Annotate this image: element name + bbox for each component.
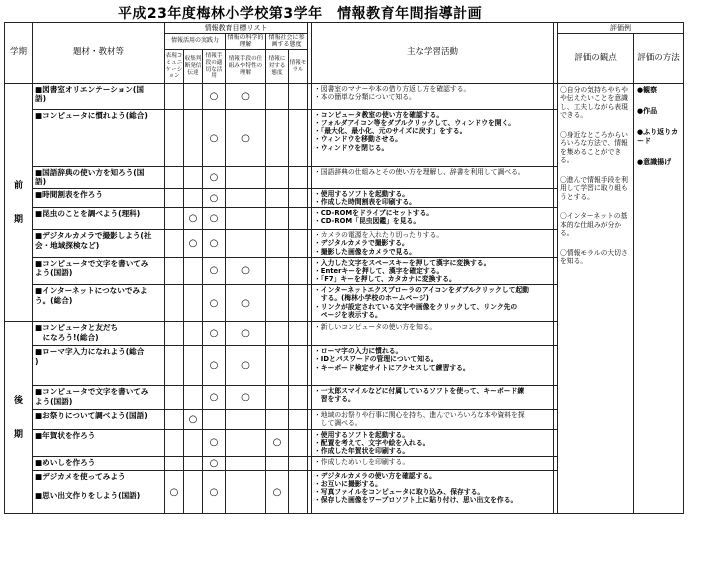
goal-mark-cell: [266, 386, 289, 410]
term-char: 期: [13, 429, 23, 440]
column-gap: [554, 429, 558, 456]
column-gap: [554, 285, 558, 322]
goal-mark-cell: [226, 429, 266, 456]
goal-mark-cell: ○: [226, 110, 266, 167]
eval-item: 〇自分の気持ちやちやや伝えたいことを意識し、工夫しながら表現できる。: [560, 86, 628, 120]
goal-mark-cell: [165, 285, 184, 322]
subject-cell: [33, 285, 165, 322]
goal-mark-cell: [184, 386, 203, 410]
column-gap: [554, 346, 558, 386]
method-item: ●作品: [637, 107, 658, 116]
eval-viewpoint-cell: [558, 84, 634, 514]
activity-line: ・作成した時間割表を印刷する。: [314, 198, 416, 207]
subject-line: よう(国語): [35, 268, 73, 278]
activity-cell: [312, 110, 554, 167]
goal-mark-cell: [184, 322, 203, 346]
activity-line: ・新しいコンピュータの使い方を知る。: [314, 323, 437, 332]
activity-cell: [312, 230, 554, 257]
goal-mark-cell: [289, 457, 308, 471]
goal-mark-cell: ○: [266, 471, 289, 514]
goal-mark-cell: ○: [203, 167, 226, 189]
goal-mark-cell: ○: [203, 346, 226, 386]
goal-mark-cell: [184, 285, 203, 322]
activity-cell: [312, 386, 554, 410]
activity-cell: [312, 429, 554, 456]
activity-line: ・IDとパスワードの管理について知る。: [314, 355, 438, 364]
goal-mark-cell: [165, 188, 184, 207]
goal-mark-cell: [266, 285, 289, 322]
column-gap: [554, 167, 558, 189]
activity-line: ・地域のお祭りや行事に関心を持ち、進んでいろいろな本や資料を探: [314, 411, 525, 420]
activity-line: ・カメラの電源を入れたり切ったりする。: [314, 231, 444, 240]
eval-item: 〇進んで情報手段を利用して学習に取り組もうとする。: [560, 175, 628, 201]
method-item: ●ふり返りカード: [637, 128, 679, 146]
activity-cell: [312, 322, 554, 346]
goal-mark-cell: [266, 167, 289, 189]
column-gap: [554, 230, 558, 257]
goal-mark-cell: [165, 208, 184, 230]
goal-mark-cell: [266, 84, 289, 110]
goal-mark-cell: [289, 322, 308, 346]
goal-mark-cell: [184, 84, 203, 110]
goal-mark-cell: [266, 322, 289, 346]
goal-mark-cell: ○: [203, 257, 226, 284]
subject-line: ■図書室オリエンテーション(国: [35, 85, 144, 94]
goal-mark-cell: [184, 257, 203, 284]
goal-mark-cell: [184, 429, 203, 456]
goal-mark-cell: [184, 167, 203, 189]
subject-line: よう(国語): [35, 396, 73, 406]
subject-cell: [33, 386, 165, 410]
subject-line: 語): [35, 177, 47, 187]
goal-mark-cell: [165, 346, 184, 386]
term-char: 期: [13, 214, 23, 225]
goal-mark-cell: [165, 457, 184, 471]
goal-mark-cell: [289, 208, 308, 230]
goal-mark-cell: [226, 188, 266, 207]
subject-cell: [33, 167, 165, 189]
goal-mark-cell: ○: [203, 471, 226, 514]
goal-mark-cell: ○: [226, 84, 266, 110]
goal-mark-cell: [165, 84, 184, 110]
term-char: 後: [13, 395, 23, 406]
activity-line: ・作成しためいしを印刷する。: [314, 458, 410, 466]
activity-cell: [312, 410, 554, 429]
term-cell: [5, 322, 33, 514]
activity-line: ・配置を考えて、文字や絵を入れる。: [314, 438, 430, 447]
subject-line: 語): [35, 94, 47, 104]
subject-line: ■国語辞典の使い方を知ろう(国: [35, 168, 145, 177]
goal-mark-cell: [266, 257, 289, 284]
column-gap: [554, 208, 558, 230]
goal-mark-cell: ○: [203, 110, 226, 167]
goal-mark-cell: [289, 386, 308, 410]
subject-cell: [33, 471, 165, 514]
activity-cell: [312, 346, 554, 386]
subject-cell: [33, 457, 165, 471]
eval-item: 〇情報モラルの大切さを知る。: [560, 248, 628, 266]
subject-line: ■デジタルカメラで撮影しよう(社: [35, 231, 152, 241]
activity-cell: [312, 471, 554, 514]
subject-line: う。(総合): [35, 295, 73, 305]
subject-cell: [33, 257, 165, 284]
activity-line: ・キーボード検定サイトにアクセスして練習する。: [314, 363, 470, 372]
goal-mark-cell: [289, 84, 308, 110]
goal-mark-cell: [184, 457, 203, 471]
subject-line: ■年賀状を作ろう: [35, 430, 96, 440]
goal-mark-cell: ○: [203, 457, 226, 471]
subject-line: ■コンピュータと友だち: [35, 323, 119, 333]
goal-col-header: 表現コミュニケーション: [165, 50, 184, 84]
activity-line: ・コンピュータ教室の使い方を確認する。: [314, 111, 444, 119]
column-gap: [554, 457, 558, 471]
goal-mark-cell: [266, 188, 289, 207]
goal-col-header: 情報手段の仕組みや特性の理解: [226, 50, 266, 84]
goal-mark-cell: ○: [226, 386, 266, 410]
goal-mark-cell: ○: [203, 230, 226, 257]
subject-cell: [33, 84, 165, 110]
goal-mark-cell: [226, 471, 266, 514]
activity-cell: [312, 188, 554, 207]
subject-header: 題材・教材等: [33, 23, 165, 84]
eval-viewpoint-header: 評価の観点: [558, 34, 634, 84]
goal-mark-cell: [289, 410, 308, 429]
eval-method-cell: [634, 84, 684, 514]
goal-mark-cell: [289, 429, 308, 456]
goal-mark-cell: ○: [203, 386, 226, 410]
subject-line: ■インターネットにつないでみよ: [35, 286, 148, 296]
goals-list-header: 情報教育目標リスト: [165, 23, 308, 34]
goal-mark-cell: ○: [203, 429, 226, 456]
activity-line: ・デジタルカメラの使い方を確認する。: [314, 472, 436, 480]
activity-line: 習をする。: [314, 395, 355, 404]
activity-line: ・ウィンドウを閉じる。: [314, 143, 389, 152]
activity-line: ・インターネットエクスプローラのアイコンをダブルクリックして起動: [314, 286, 529, 295]
subject-line: ■めいしを作ろう: [35, 458, 96, 467]
goal-mark-cell: [184, 471, 203, 514]
activity-line: ・Enterキーを押して、漢字を確定する。: [314, 266, 444, 275]
goal-mark-cell: ○: [165, 471, 184, 514]
goal-mark-cell: [226, 167, 266, 189]
goal-mark-cell: ○: [203, 285, 226, 322]
subject-line: ■デジカメを使ってみよう: [35, 472, 126, 481]
goal-mark-cell: [165, 167, 184, 189]
activity-line: ・作成した年賀状を印刷する。: [314, 446, 410, 455]
activity-line: ・CD-ROMをドライブにセットする。: [314, 209, 434, 218]
activity-line: ・使用するソフトを起動する。: [314, 430, 410, 439]
activity-cell: [312, 285, 554, 322]
activity-line: ・図書室のマナーや本の借り方返し方を確認する。: [314, 85, 471, 93]
activity-line: ・入力した文字をスペースキーを押して漢字に変換する。: [314, 258, 491, 267]
column-gap: [554, 188, 558, 207]
goal-mark-cell: [165, 429, 184, 456]
goal-mark-cell: [165, 110, 184, 167]
goal-mark-cell: ○: [266, 429, 289, 456]
subject-cell: [33, 322, 165, 346]
goal-mark-cell: [266, 410, 289, 429]
goal-mark-cell: [289, 110, 308, 167]
method-item: ●観察: [637, 86, 658, 94]
activity-line: ・写真ファイルをコンピュータに取り込み、保存する。: [314, 488, 485, 497]
term-cell: [5, 84, 33, 322]
goal-mark-cell: [289, 285, 308, 322]
subject-line: ■コンピュータに慣れよう(総合): [35, 111, 148, 120]
subject-cell: [33, 110, 165, 167]
subject-line: ■お祭りについて調べよう(国語): [35, 411, 148, 421]
activity-line: ・本の簡単な分類について知る。: [314, 93, 416, 102]
goal-mark-cell: [266, 346, 289, 386]
activity-line: ・「F7」キーを押して、カタカナに変換する。: [314, 275, 456, 284]
term-char: 前: [13, 180, 23, 191]
goal-mark-cell: [165, 386, 184, 410]
activity-cell: [312, 457, 554, 471]
activity-header: 主な学習活動: [312, 23, 554, 84]
goal-col-header: 情報モラル: [289, 50, 308, 84]
goal-mark-cell: [184, 188, 203, 207]
goal-mark-cell: [165, 257, 184, 284]
activity-line: ・「最大化、最小化、元のサイズに戻す」をする。: [314, 127, 467, 136]
goal-mark-cell: [266, 110, 289, 167]
subject-cell: [33, 410, 165, 429]
goal-mark-cell: [289, 346, 308, 386]
goal-mark-cell: [226, 208, 266, 230]
activity-cell: [312, 167, 554, 189]
activity-line: ・使用するソフトを起動する。: [314, 189, 410, 198]
activity-line: ・保存した画像をワープロソフト上に貼り付け、思い出文を作る。: [314, 496, 518, 505]
column-gap: [554, 386, 558, 410]
group-c-header: 情報社会に参画する態度: [266, 34, 308, 50]
goal-mark-cell: [289, 188, 308, 207]
subject-line: ■思い出文作りをしよう(国語): [35, 490, 141, 500]
activity-line: ページを表示する。: [314, 310, 382, 319]
goal-mark-cell: [165, 322, 184, 346]
goal-col-header: 情報手段の適切な活用: [203, 50, 226, 84]
subject-line: になろう!(総合): [35, 332, 99, 342]
group-a-header: 情報活用の実践力: [165, 34, 226, 50]
subject-line: ■時間割表を作ろう: [35, 189, 103, 199]
group-b-header: 情報の科学的理解: [227, 33, 264, 48]
subject-cell: [33, 208, 165, 230]
goal-mark-cell: ○: [226, 285, 266, 322]
goal-mark-cell: [184, 110, 203, 167]
activity-cell: [312, 208, 554, 230]
subject-line: [35, 481, 162, 490]
goal-mark-cell: ○: [226, 346, 266, 386]
page-title: 平成23年度梅林小学校第3学年 情報教育年間指導計画: [117, 6, 483, 22]
goal-mark-cell: ○: [226, 322, 266, 346]
subject-cell: [33, 429, 165, 456]
activity-cell: [312, 257, 554, 284]
activity-line: ・フォルダアイコン等をダブルクリックして、ウィンドウを開く。: [314, 119, 516, 128]
activity-line: ・国語辞典の仕組みとその使い方を理解し、辞書を利用して調べる。: [314, 168, 525, 176]
subject-line: ): [35, 356, 39, 366]
goal-col-header: 収集判断発信伝達: [184, 50, 203, 84]
term-header: 学期: [5, 23, 33, 84]
goal-mark-cell: [226, 230, 266, 257]
plan-body: [5, 84, 684, 514]
subject-cell: [33, 346, 165, 386]
eval-method-header: 評価の方法: [634, 34, 684, 84]
plan-table: [4, 22, 684, 514]
goal-mark-cell: ○: [203, 208, 226, 230]
subject-line: ■昆虫のことを調べよう(理科): [35, 209, 141, 219]
eval-item: 〇インターネットの基本的な仕組みが分かる。: [560, 212, 628, 238]
column-gap: [554, 471, 558, 514]
goal-mark-cell: [226, 457, 266, 471]
eval-item: 〇身近なところからいろいろな方法で、情報を集めることができる。: [560, 130, 628, 165]
goal-mark-cell: ○: [203, 84, 226, 110]
subject-line: ■コンピュータで文字を書いてみ: [35, 387, 149, 397]
goal-mark-cell: ○: [203, 188, 226, 207]
goal-mark-cell: [226, 410, 266, 429]
subject-line: ■ローマ字入力になれよう(総合: [35, 347, 145, 357]
goal-mark-cell: [289, 167, 308, 189]
eval-example-header: 評価例: [558, 23, 684, 34]
activity-cell: [312, 84, 554, 110]
subject-cell: [33, 188, 165, 207]
column-gap: [554, 322, 558, 346]
subject-cell: [33, 230, 165, 257]
goal-mark-cell: ○: [203, 322, 226, 346]
activity-line: する。(梅林小学校のホームページ): [314, 294, 429, 303]
goal-mark-cell: [266, 230, 289, 257]
goal-mark-cell: [289, 257, 308, 284]
activity-line: ・一太郎スマイルなどに付属しているソフトを使って、キーボード練: [314, 387, 525, 396]
activity-line: ・デジタルカメラで撮影する。: [314, 239, 409, 248]
activity-line: ・リンクが設定されている文字や画像をクリックして、リンク先の: [314, 302, 518, 311]
subject-line: ■コンピュータで文字を書いてみ: [35, 258, 149, 268]
activity-line: ・ローマ字の入力に慣れる。: [314, 347, 403, 356]
column-gap: [554, 410, 558, 429]
goal-mark-cell: ○: [184, 410, 203, 429]
activity-line: ・お互いに撮影する。: [314, 480, 382, 489]
goal-mark-cell: [184, 346, 203, 386]
goal-mark-cell: [266, 208, 289, 230]
goal-mark-cell: ○: [226, 257, 266, 284]
goal-col-header: 情報に対する態度: [266, 50, 289, 84]
goal-mark-cell: ○: [184, 230, 203, 257]
activity-line: して調べる。: [314, 419, 362, 428]
method-item: ●意識揚げ: [637, 158, 672, 167]
table-row: [5, 84, 684, 110]
goal-mark-cell: [266, 457, 289, 471]
goal-mark-cell: [203, 410, 226, 429]
activity-line: ・撮影した画像をカメラで見る。: [314, 247, 416, 256]
subject-line: 会・地域探検など): [35, 240, 100, 250]
goal-mark-cell: ○: [184, 208, 203, 230]
column-gap: [554, 110, 558, 167]
column-gap: [554, 257, 558, 284]
goal-mark-cell: [289, 230, 308, 257]
activity-line: ・ウィンドウを移動させる。: [314, 135, 402, 144]
goal-mark-cell: [289, 471, 308, 514]
goal-mark-cell: [165, 230, 184, 257]
activity-line: ・CD-ROM「昆虫図鑑」を見る。: [314, 217, 421, 226]
goal-mark-cell: [165, 410, 184, 429]
